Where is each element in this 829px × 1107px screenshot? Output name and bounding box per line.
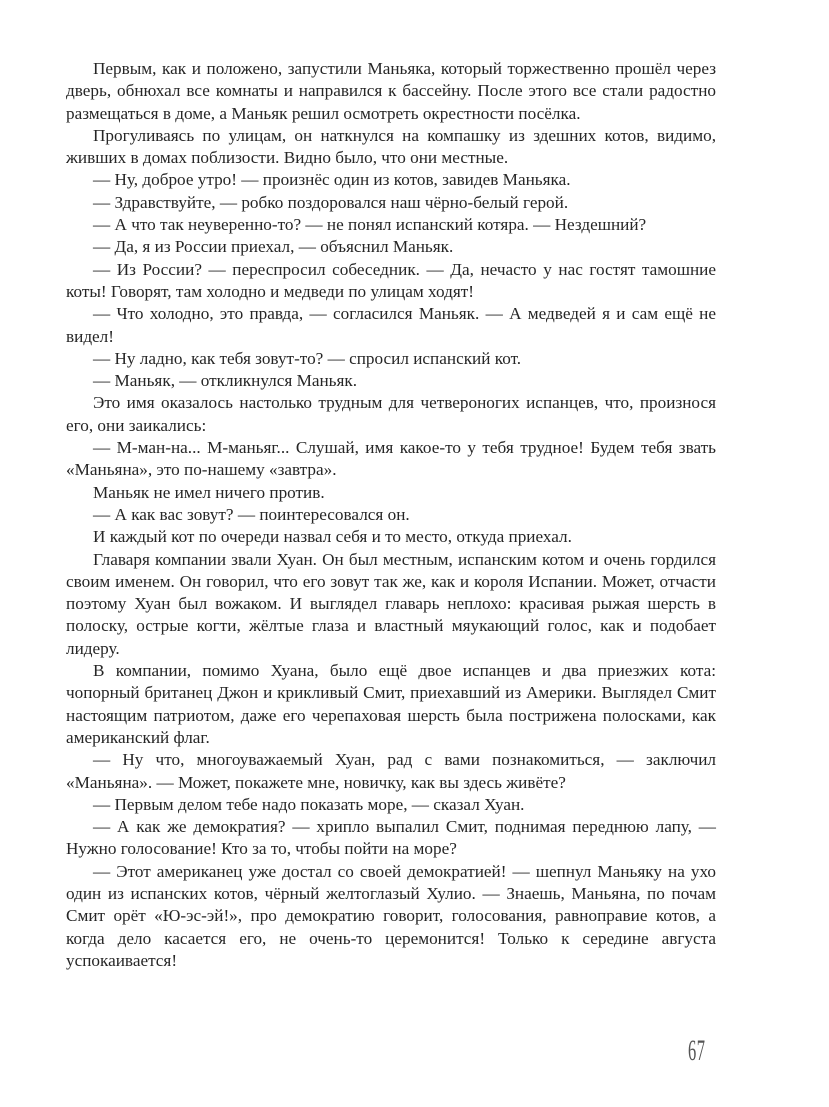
paragraph: — Ну что, многоуважаемый Хуан, рад с вами познакомиться, — заключил «Маньяна». — Может, покажете мне, новичку, как вы здесь живёте? (66, 750, 716, 792)
paragraph: — Этот американец уже достал со своей демократией! — шепнул Маньяку на ухо один из испанских котов, чёрный желтоглазый Хулио. — Знаешь, Маньяна, по почам Смит орёт «Ю-эс-эй!», про демократию говорит, голосования, равноправие котов, а когда дело касается его, не очень-то церемонится! Только к середине августа успокаивается! (66, 861, 716, 970)
paragraph: Маньяк не имел ничего против. (93, 482, 325, 502)
paragraph: — Что холодно, это правда, — согласился Маньяк. — А медведей я и сам ещё не видел! (66, 304, 716, 346)
paragraph: Прогуливаясь по улицам, он наткнулся на компашку из здешних котов, видимо, живших в домах поблизости. Видно было, что они местные. (66, 125, 716, 168)
paragraph: — А как же демократия? — хрипло выпалил Смит, поднимая переднюю лапу, — Нужно голосование! Кто за то, чтобы пойти на море? (66, 817, 716, 859)
paragraph: — Ну, доброе утро! — произнёс один из котов, завидев Маньяка. (93, 170, 571, 190)
paragraph: — Ну ладно, как тебя зовут-то? — спросил испанский кот. (93, 348, 522, 368)
paragraph: И каждый кот по очереди назвал себя и то место, откуда приехал. (93, 527, 572, 547)
paragraph: В компании, помимо Хуана, было ещё двое испанцев и два приезжих кота: чопорный британец Джон и крикливый Смит, приехавший из Америки. Выглядел Смит настоящим патриотом, даже его черепаховая шерсть была пострижена полосками, как американский флаг. (66, 661, 716, 747)
paragraph: Первым, как и положено, запустили Маньяка, который торжественно прошёл через дверь, обнюхал все комнаты и направился к бассейну. После этого все стали радостно размещаться в доме, а Маньяк решил осмотреть окрестности посёлка. (66, 59, 716, 123)
paragraph: Это имя оказалось настолько трудным для четвероногих испанцев, что, произнося его, они заикались: (66, 393, 716, 435)
paragraph: — Маньяк, — откликнулся Маньяк. (93, 371, 358, 391)
paragraph: — А что так неуверенно-то? — не понял испанский котяра. — Нездешний? (93, 215, 647, 235)
paragraph: — М-ман-на... М-маньяг... Слушай, имя какое-то у тебя трудное! Будем тебя звать «Маньяна», это по-нашему «завтра». (66, 438, 716, 480)
body-text (66, 58, 716, 972)
paragraph: — А как вас зовут? — поинтересовался он. (93, 504, 410, 524)
paragraph: — Да, я из России приехал, — объяснил Маньяк. (93, 237, 454, 257)
page-number: 67 (688, 1034, 706, 1067)
paragraph: — Первым делом тебе надо показать море, — сказал Хуан. (93, 794, 525, 814)
paragraph: — Здравствуйте, — робко поздоровался наш чёрно-белый герой. (93, 192, 569, 212)
paragraph: — Из России? — переспросил собеседник. — Да, нечасто у нас гостят тамошние коты! Говорят, там холодно и медведи по улицам ходят! (66, 259, 716, 301)
paragraph: Главаря компании звали Хуан. Он был местным, испанским котом и очень гордился своим именем. Он говорил, что его зовут так же, как и короля Испании. Может, отчасти поэтому Хуан был вожаком. И выглядел главарь неплохо: красивая рыжая шерсть в полоску, острые когти, жёлтые глаза и властный мяукающий голос, как и подобает лидеру. (66, 549, 716, 658)
